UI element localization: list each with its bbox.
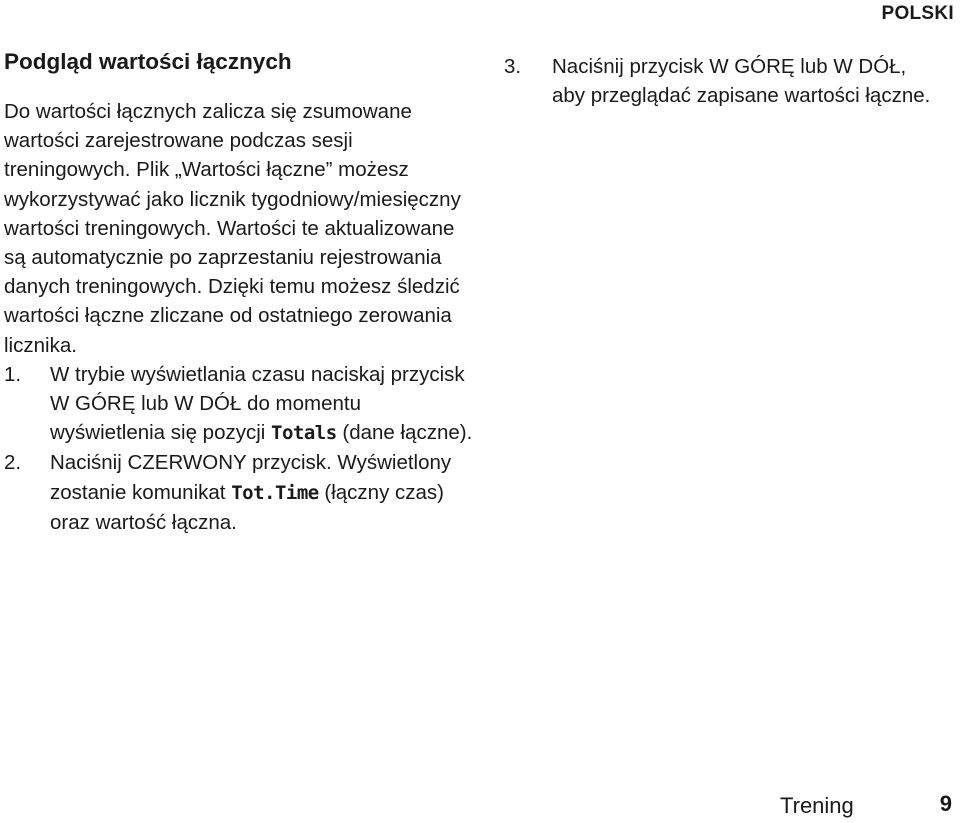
step-item bbox=[4, 448, 474, 537]
step-text: (dane łączne). bbox=[336, 421, 473, 445]
page-number: 9 bbox=[939, 791, 952, 816]
step-number: 1. bbox=[4, 362, 22, 386]
step-text: Naciśnij przycisk W GÓRĘ lub W DÓŁ, aby przeglądać zapisane wartości łączne. bbox=[552, 55, 931, 108]
right-column bbox=[504, 52, 934, 110]
step-text: Naciśnij CZERWONY przycisk. Wyświetlony zostanie komunikat bbox=[50, 451, 452, 504]
step-item bbox=[504, 52, 934, 110]
intro-paragraph: Do wartości łącznych zalicza się zsumowane wartości zarejestrowane podczas sesji treningowych. Plik „Wartości łączne” możesz wykorzystywać jako licznik tygodniowy/miesięczny wartości treningowych. Wartości te aktualizowane są automatycznie po zaprzestaniu rejestrowania danych treningowych. Dzięki temu możesz śledzić wartości łączne zliczane od ostatniego zerowania licznika. bbox=[4, 100, 461, 357]
step-text: W trybie wyświetlania czasu naciskaj przycisk W GÓRĘ lub W DÓŁ do momentu wyświetlenia się pozycji bbox=[50, 362, 465, 445]
steps-list-continued bbox=[504, 52, 934, 110]
display-text: Tot.Time bbox=[231, 481, 319, 504]
display-text: Totals bbox=[271, 422, 337, 445]
left-column bbox=[4, 45, 474, 537]
section-title: Podgląd wartości łącznych bbox=[4, 49, 292, 74]
language-label: POLSKI bbox=[881, 3, 954, 24]
step-number: 2. bbox=[4, 451, 22, 475]
footer-section-name: Trening bbox=[780, 793, 854, 818]
steps-list bbox=[4, 360, 474, 537]
step-text: (łączny czas) oraz wartość łączna. bbox=[50, 480, 445, 534]
step-number: 3. bbox=[504, 55, 522, 78]
step-item bbox=[4, 360, 474, 449]
